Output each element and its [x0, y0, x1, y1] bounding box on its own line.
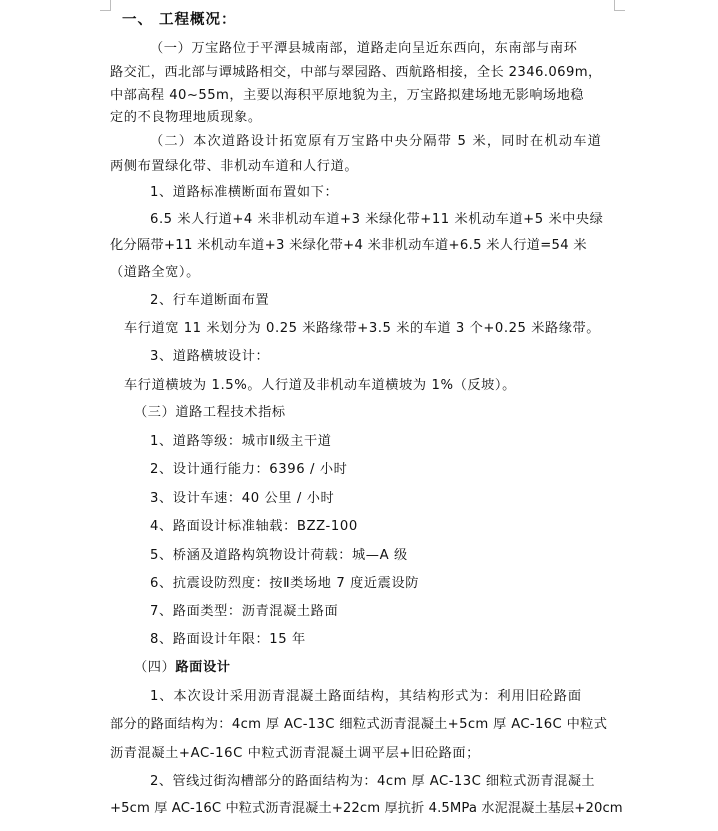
subsection-title: 2、行车道断面布置	[150, 293, 270, 308]
paragraph-line: 两侧布置绿化带、非机动车道和人行道。	[110, 159, 359, 174]
paragraph-line: 部分的路面结构为：4cm 厚 AC-13C 细粒式沥青混凝土+5cm 厚 AC-16C 中粒式	[110, 717, 608, 732]
spec-item: 5、桥涵及道路构筑物设计荷载：城—A 级	[150, 548, 408, 563]
paragraph-line: 路交汇，西北部与谭城路相交，中部与翠园路、西航路相接，全长 2346.069m，	[110, 65, 602, 80]
spec-item: 1、道路等级：城市Ⅱ级主干道	[150, 434, 332, 449]
subsection-title	[134, 659, 231, 677]
paragraph-line: 2、管线过街沟槽部分的路面结构为：4cm 厚 AC-13C 细粒式沥青混凝土	[150, 774, 595, 789]
paragraph-line: （一）万宝路位于平潭县城南部，道路走向呈近东西向，东南部与南环	[150, 41, 578, 56]
paragraph-line: 1、本次设计采用沥青混凝土路面结构，其结构形式为：利用旧砼路面	[150, 689, 582, 704]
paragraph-line: 车行道宽 11 米划分为 0.25 米路缘带+3.5 米的车道 3 个+0.25 米路缘带。	[124, 321, 600, 336]
paragraph-line: +5cm 厚 AC-16C 中粒式沥青混凝土+22cm 厚抗折 4.5MPa 水泥混凝土基层+20cm	[110, 801, 623, 816]
spec-item: 2、设计通行能力：6396 / 小时	[150, 462, 348, 477]
paragraph-line: 化分隔带+11 米机动车道+3 米绿化带+4 米非机动车道+6.5 米人行道=54 米	[110, 238, 587, 253]
subsection-title: 3、道路横坡设计：	[150, 349, 270, 364]
paragraph-line: 定的不良物理地质现象。	[110, 110, 262, 125]
spec-item: 6、抗震设防烈度：按Ⅱ类场地 7 度近震设防	[150, 576, 420, 591]
paragraph-line: 车行道横坡为 1.5%。人行道及非机动车道横坡为 1%（反坡）。	[124, 378, 516, 393]
spec-item: 7、路面类型：沥青混凝土路面	[150, 604, 339, 619]
section-title: 一、 工程概况：	[122, 12, 237, 28]
paragraph-line: 沥青混凝土+AC-16C 中粒式沥青混凝土调平层+旧砼路面；	[110, 746, 480, 761]
subsection-title: （三）道路工程技术指标	[134, 405, 286, 420]
paragraph-line: （道路全宽）。	[110, 265, 200, 280]
margin-mark-top-right	[614, 0, 625, 11]
subsection-title: 1、道路标准横断面布置如下：	[150, 185, 339, 200]
spec-item: 4、路面设计标准轴载：BZZ-100	[150, 519, 358, 534]
paragraph-line: 6.5 米人行道+4 米非机动车道+3 米绿化带+11 米机动车道+5 米中央绿	[150, 212, 604, 227]
subsection-number: （四）	[134, 660, 176, 675]
spec-item: 3、设计车速：40 公里 / 小时	[150, 491, 335, 506]
margin-mark-top-left	[100, 0, 111, 11]
subsection-label: 路面设计	[175, 660, 231, 675]
paragraph-line: 中部高程 40~55m，主要以海积平原地貌为主，万宝路拟建场地无影响场地稳	[110, 88, 584, 103]
paragraph-line: （二）本次道路设计拓宽原有万宝路中央分隔带 5 米，同时在机动车道	[150, 134, 602, 149]
spec-item: 8、路面设计年限：15 年	[150, 632, 306, 647]
